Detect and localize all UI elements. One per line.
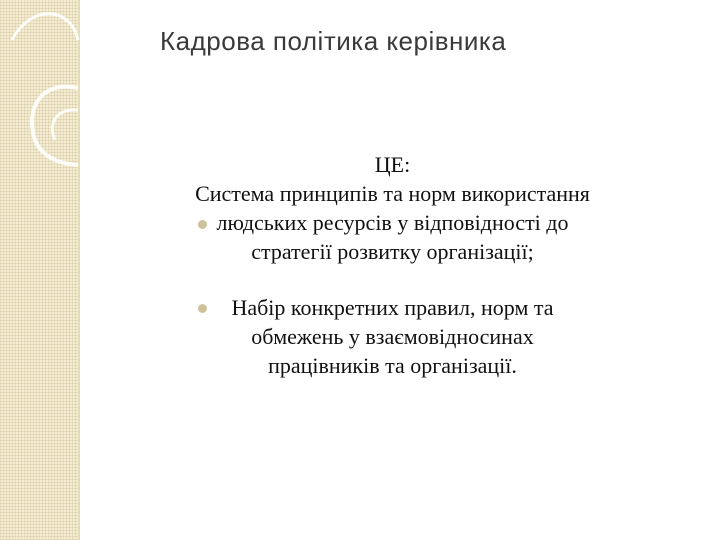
bullet-text: Набір конкретних правил, норм та обмежень у взаємовідносинах працівників та організації. bbox=[231, 295, 554, 378]
bullet-item bbox=[195, 179, 590, 266]
slide-body bbox=[195, 150, 590, 380]
swirl-ornament bbox=[0, 0, 80, 200]
bullet-dot-icon bbox=[198, 220, 207, 229]
intro-text: ЦЕ: bbox=[374, 152, 411, 177]
slide-title: Кадрова політика керівника bbox=[160, 26, 507, 56]
bullet-dot-icon bbox=[198, 304, 207, 313]
bullet-item bbox=[195, 293, 590, 380]
bullet-text: Система принципів та норм використання людських ресурсів у відповідності до стратегії розвитку організації; bbox=[195, 181, 590, 264]
